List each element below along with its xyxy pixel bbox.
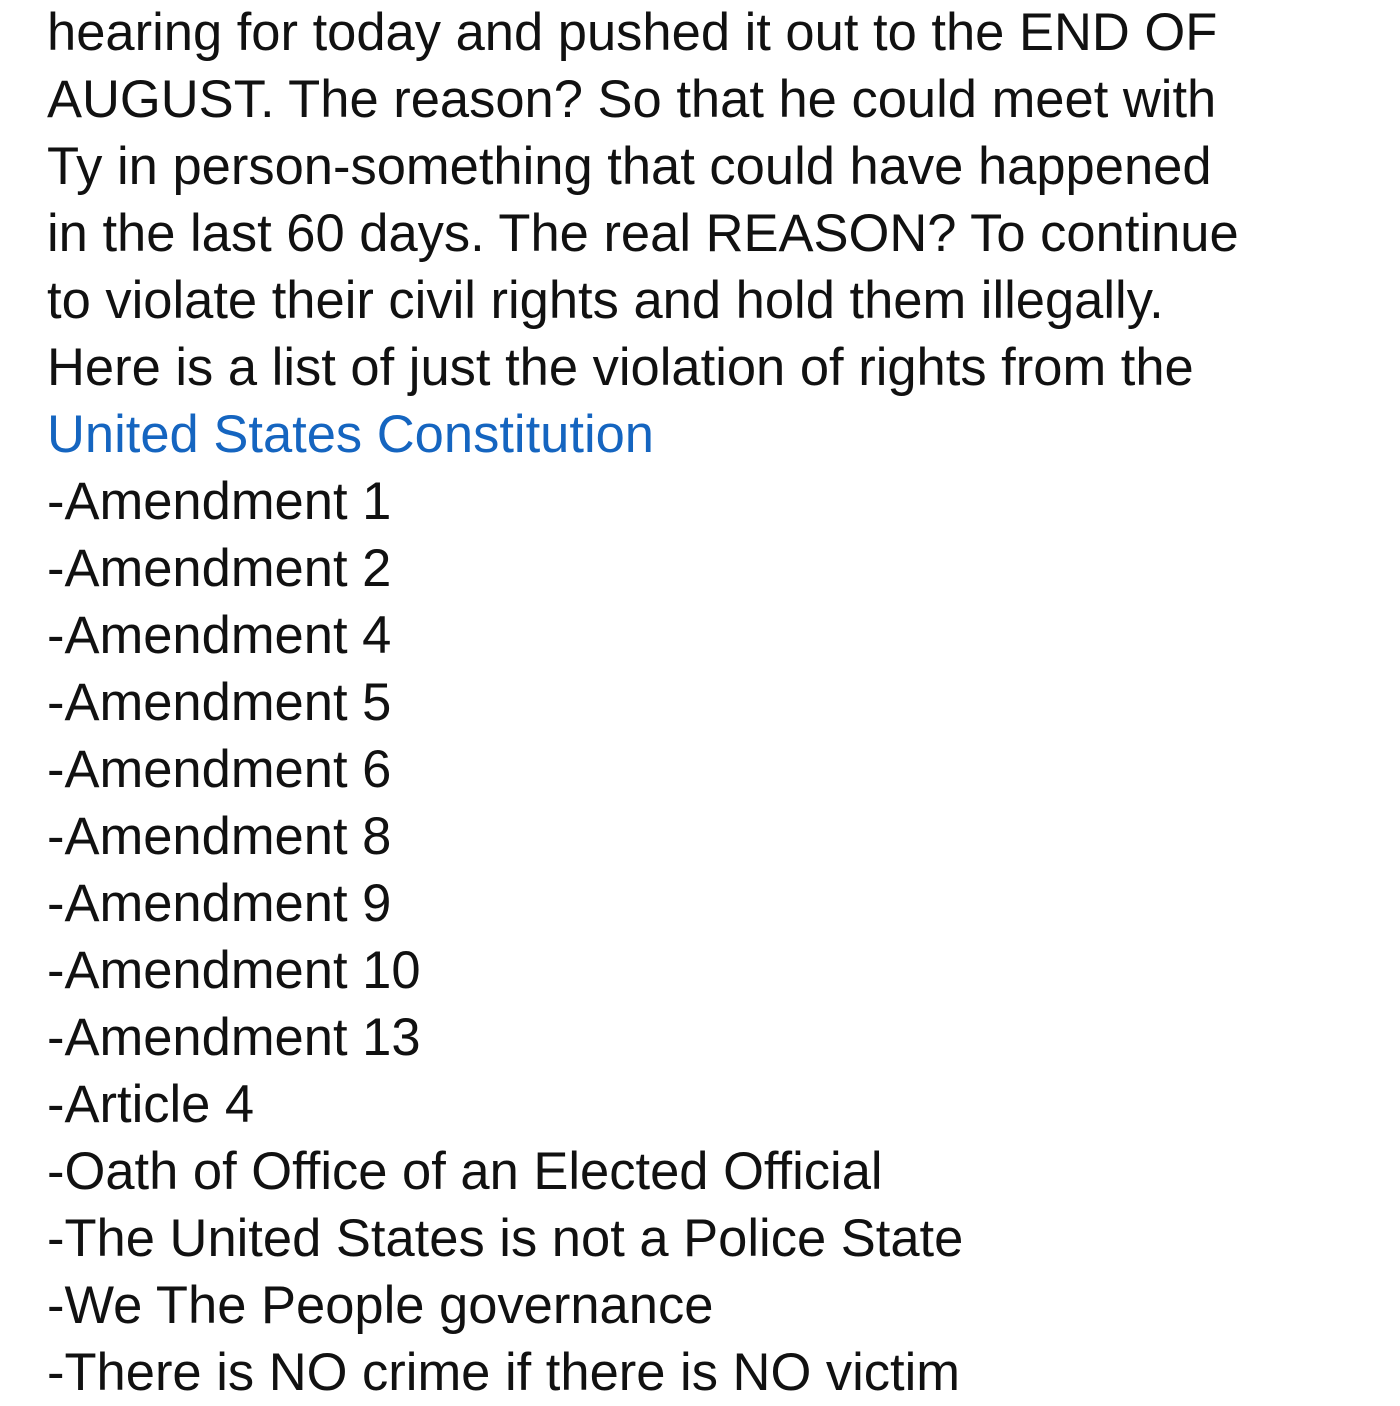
- list-item: -Oath of Office of an Elected Official: [47, 1142, 883, 1201]
- paragraph-line: hearing for today and pushed it out to the END OF: [47, 3, 1218, 62]
- paragraph-line: Ty in person-something that could have happened: [47, 137, 1212, 196]
- list-item: -Amendment 5: [47, 673, 392, 732]
- constitution-link[interactable]: United States Constitution: [47, 405, 655, 464]
- list-item: -There is NO crime if there is NO victim: [47, 1343, 961, 1402]
- list-item: -Amendment 10: [47, 941, 421, 1000]
- list-item: -Amendment 13: [47, 1008, 421, 1067]
- paragraph-line: Here is a list of just the violation of rights from the: [47, 338, 1194, 397]
- paragraph-line: AUGUST. The reason? So that he could meet with: [47, 70, 1217, 129]
- list-item: -Amendment 9: [47, 874, 392, 933]
- list-item: -We The People governance: [47, 1276, 714, 1335]
- list-item: -Article 4: [47, 1075, 255, 1134]
- paragraph-line: in the last 60 days. The real REASON? To continue: [47, 204, 1239, 263]
- list-item: -Amendment 2: [47, 539, 392, 598]
- paragraph-line: to violate their civil rights and hold them illegally.: [47, 271, 1164, 330]
- list-item: -Amendment 4: [47, 606, 392, 665]
- post-body: [47, 0, 1377, 1406]
- list-item: -Amendment 8: [47, 807, 392, 866]
- list-item: -Amendment 1: [47, 472, 392, 531]
- list-item: -The United States is not a Police State: [47, 1209, 964, 1268]
- list-item: -Amendment 6: [47, 740, 392, 799]
